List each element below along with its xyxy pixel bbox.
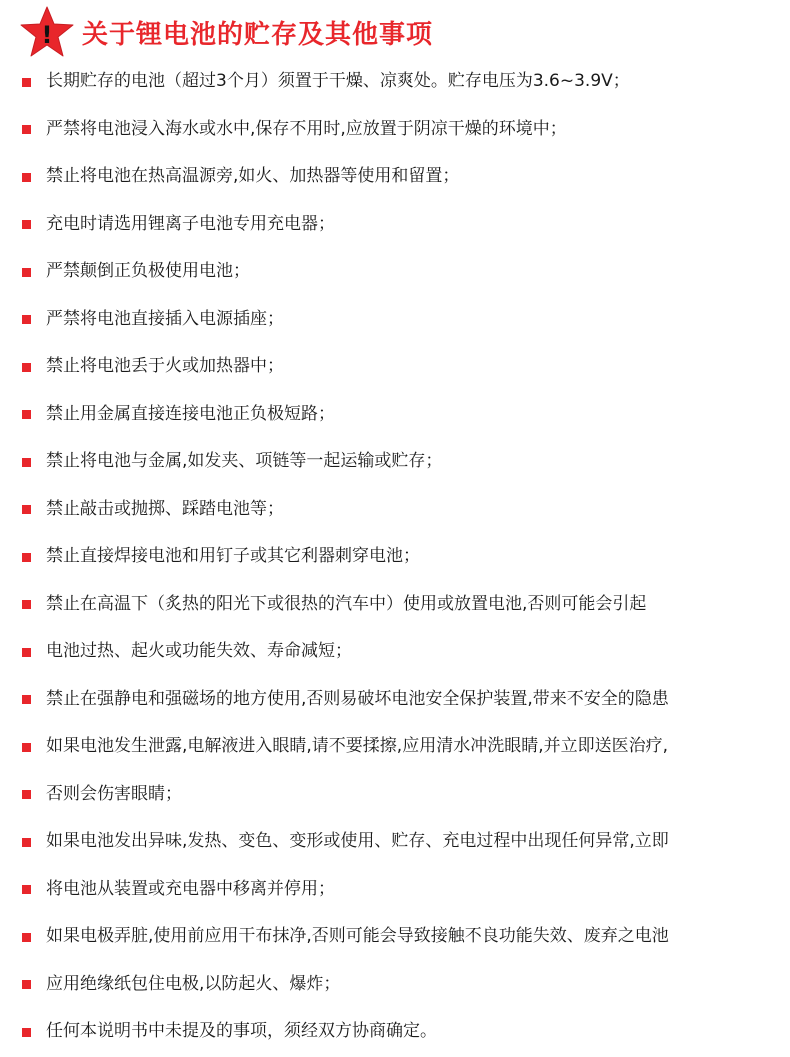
bullet-square-icon — [22, 505, 31, 514]
list-item — [0, 723, 790, 771]
list-item — [0, 771, 790, 819]
list-item-text: 严禁将电池浸入海水或水中,保存不用时,应放置于阴凉干燥的环境中； — [46, 118, 567, 139]
bullet-square-icon — [22, 743, 31, 752]
list-item-text: 如果电极弄脏,使用前应用干布抹净,否则可能会导致接触不良功能失效、废弃之电池 — [46, 926, 669, 947]
bullet-square-icon — [22, 695, 31, 704]
list-item-text: 禁止将电池丢于火或加热器中； — [46, 356, 284, 377]
list-item-text: 禁止直接焊接电池和用钉子或其它利器刺穿电池； — [46, 546, 420, 567]
notes-list — [0, 58, 790, 1056]
list-item-text: 如果电池发出异味,发热、变色、变形或使用、贮存、充电过程中出现任何异常,立即 — [46, 831, 669, 852]
list-item-text: 否则会伤害眼睛； — [46, 783, 182, 804]
list-item — [0, 866, 790, 914]
list-item — [0, 153, 790, 201]
list-item-text: 禁止用金属直接连接电池正负极短路； — [46, 403, 335, 424]
list-item-text: 禁止敲击或抛掷、踩踏电池等； — [46, 498, 284, 519]
list-item — [0, 106, 790, 154]
list-item-text: 充电时请选用锂离子电池专用充电器； — [46, 213, 335, 234]
bullet-square-icon — [22, 980, 31, 989]
list-item — [0, 533, 790, 581]
list-item — [0, 676, 790, 724]
list-item — [0, 248, 790, 296]
list-item-text: 电池过热、起火或功能失效、寿命减短； — [46, 641, 352, 662]
bullet-square-icon — [22, 553, 31, 562]
bullet-square-icon — [22, 790, 31, 799]
list-item-text: 严禁将电池直接插入电源插座； — [46, 308, 284, 329]
list-item — [0, 581, 790, 629]
list-item — [0, 913, 790, 961]
list-item — [0, 961, 790, 1009]
bullet-square-icon — [22, 838, 31, 847]
warning-star-icon — [20, 6, 74, 58]
bullet-square-icon — [22, 363, 31, 372]
bullet-square-icon — [22, 933, 31, 942]
bullet-square-icon — [22, 78, 31, 87]
list-item-text: 应用绝缘纸包住电极,以防起火、爆炸； — [46, 973, 341, 994]
list-item — [0, 1008, 790, 1056]
bullet-square-icon — [22, 648, 31, 657]
bullet-square-icon — [22, 600, 31, 609]
list-item-text: 长期贮存的电池（超过3个月）须置于干燥、凉爽处。贮存电压为3.6~3.9V； — [46, 71, 630, 92]
list-item — [0, 438, 790, 486]
section-header — [20, 6, 433, 58]
list-item — [0, 818, 790, 866]
list-item — [0, 58, 790, 106]
bullet-square-icon — [22, 268, 31, 277]
bullet-square-icon — [22, 410, 31, 419]
list-item-text: 任何本说明书中未提及的事项，须经双方协商确定。 — [46, 1021, 437, 1042]
list-item-text: 禁止在强静电和强磁场的地方使用,否则易破坏电池安全保护装置,带来不安全的隐患 — [46, 688, 669, 709]
list-item-text: 禁止将电池在热高温源旁,如火、加热器等使用和留置； — [46, 166, 460, 187]
list-item-text: 将电池从装置或充电器中移离并停用； — [46, 878, 335, 899]
bullet-square-icon — [22, 1028, 31, 1037]
list-item — [0, 486, 790, 534]
list-item — [0, 343, 790, 391]
list-item — [0, 201, 790, 249]
list-item — [0, 296, 790, 344]
page-title: 关于锂电池的贮存及其他事项 — [82, 19, 434, 50]
bullet-square-icon — [22, 315, 31, 324]
list-item-text: 如果电池发生泄露,电解液进入眼睛,请不要揉擦,应用清水冲洗眼睛,并立即送医治疗, — [46, 736, 669, 757]
bullet-square-icon — [22, 125, 31, 134]
bullet-square-icon — [22, 220, 31, 229]
bullet-square-icon — [22, 885, 31, 894]
bullet-square-icon — [22, 458, 31, 467]
list-item-text: 禁止在高温下（炙热的阳光下或很热的汽车中）使用或放置电池,否则可能会引起 — [46, 593, 647, 614]
list-item-text: 禁止将电池与金属,如发夹、项链等一起运输或贮存； — [46, 451, 443, 472]
warning-star-glyph: ! — [41, 21, 53, 49]
list-item — [0, 628, 790, 676]
list-item — [0, 391, 790, 439]
list-item-text: 严禁颠倒正负极使用电池； — [46, 261, 250, 282]
bullet-square-icon — [22, 173, 31, 182]
